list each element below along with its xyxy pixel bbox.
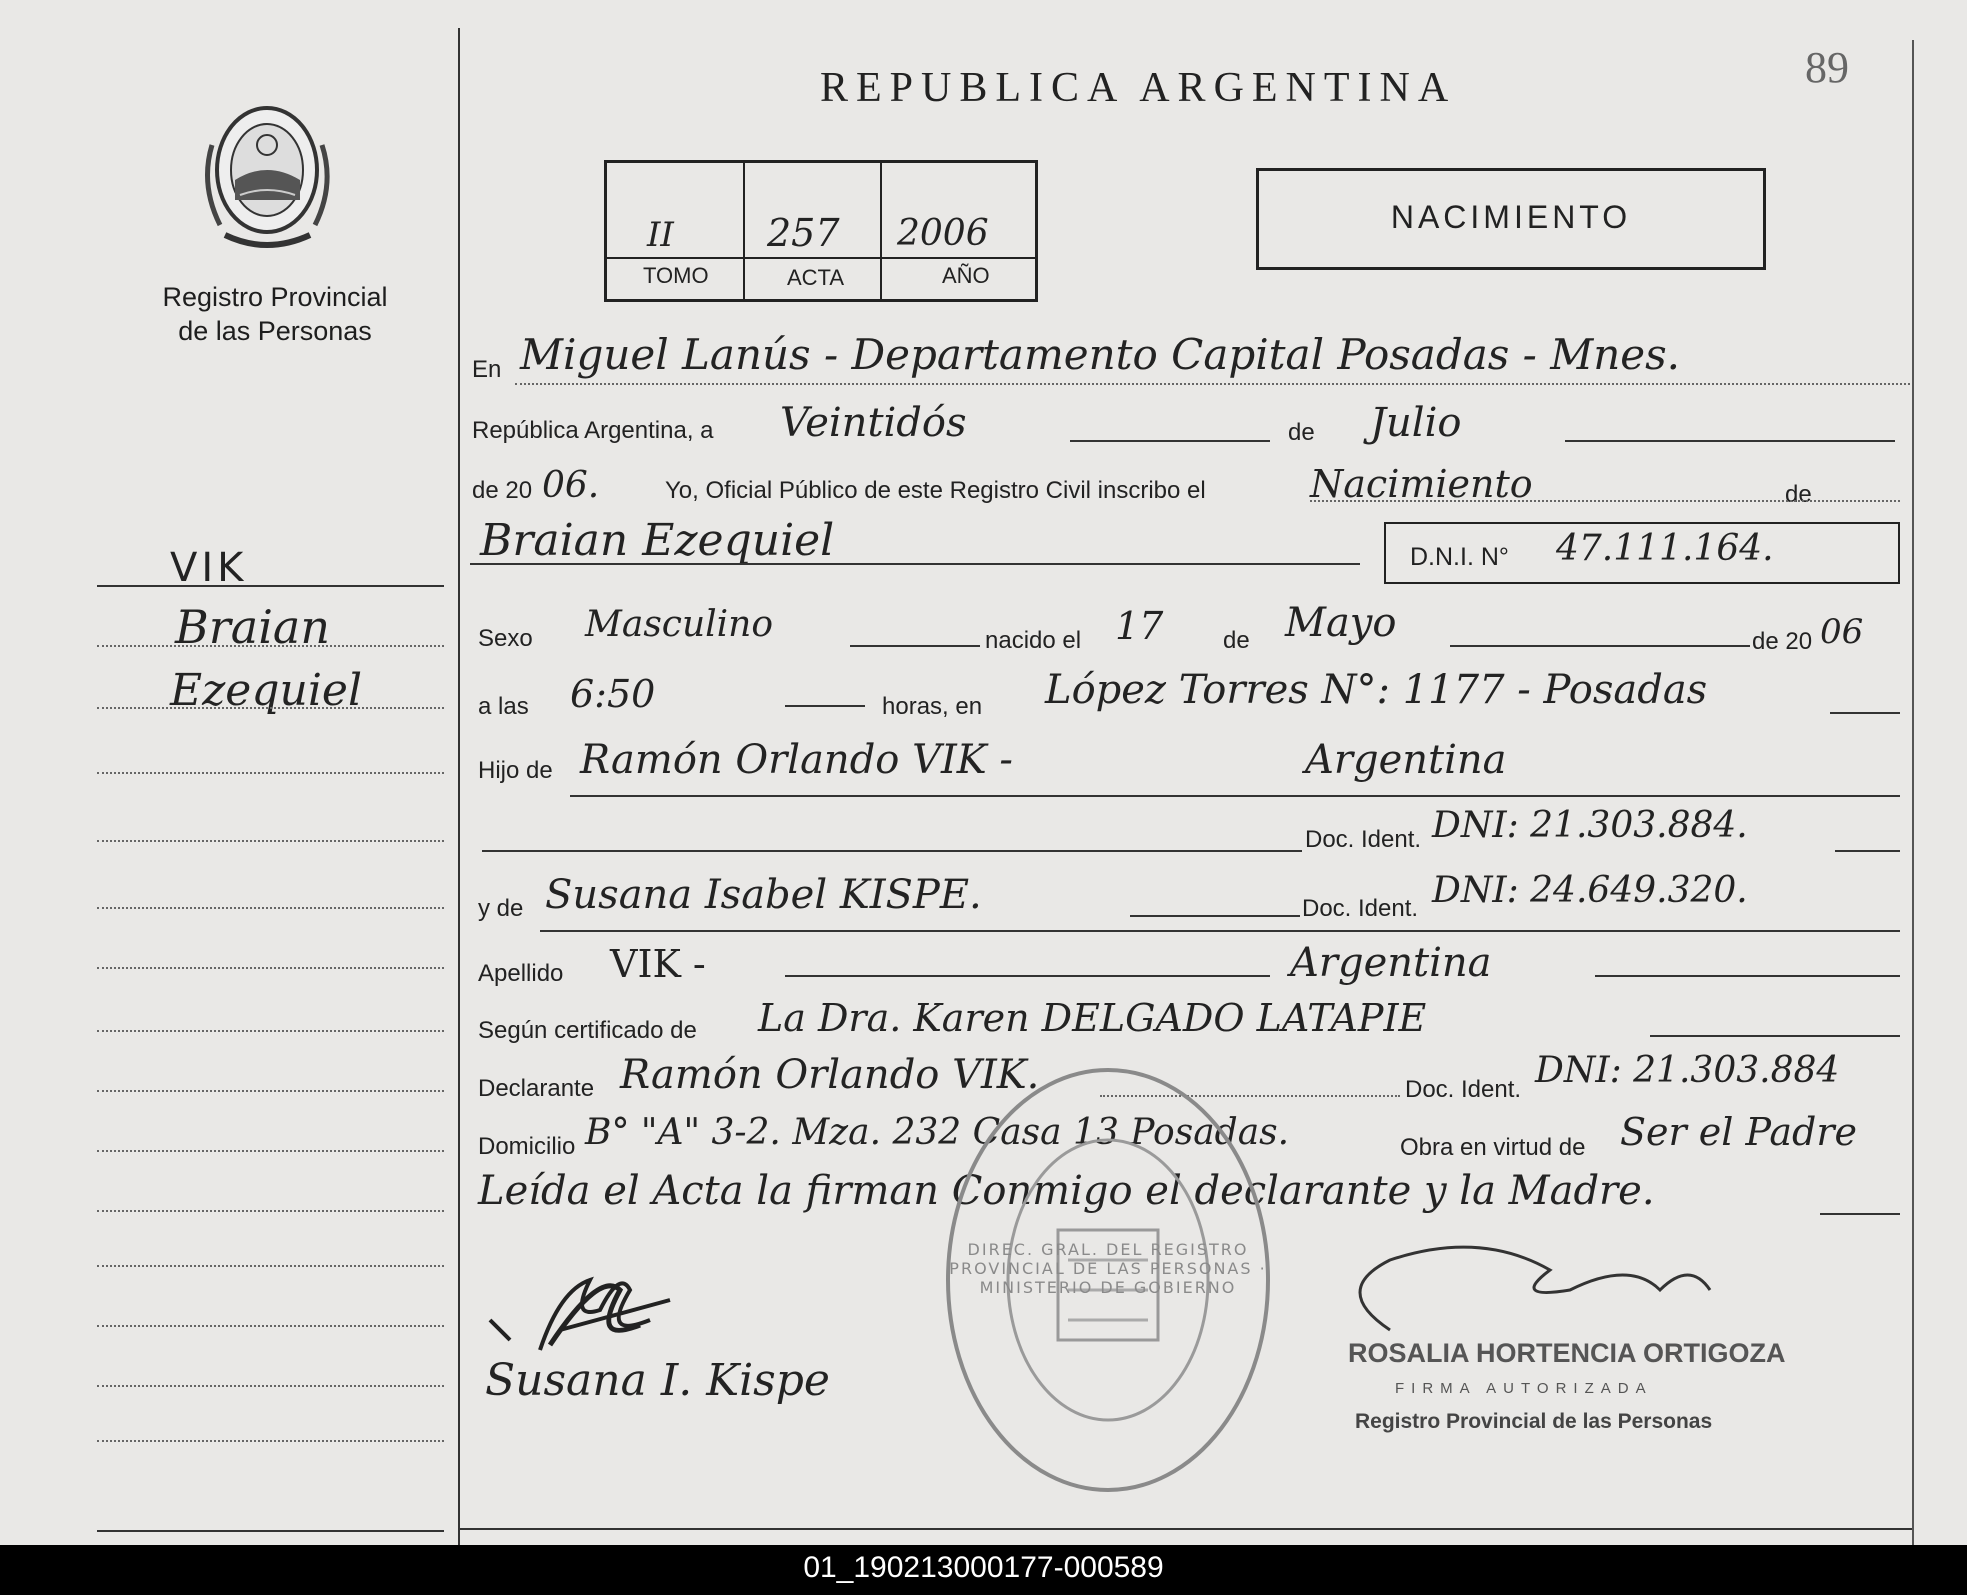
mother-doc-label: Doc. Ident. (1302, 895, 1419, 922)
day-value: Veintidós (780, 400, 967, 446)
official-role: FIRMA AUTORIZADA (1395, 1380, 1653, 1397)
mother-signature: Susana I. Kispe (485, 1355, 830, 1406)
birth-year-suffix: 06 (1820, 612, 1864, 652)
acta-label: ACTA (787, 265, 845, 290)
obra-value: Ser el Padre (1620, 1110, 1857, 1154)
acta-value: 257 (767, 211, 840, 255)
dni-label: D.N.I. N° (1410, 543, 1509, 571)
mother-name: Susana Isabel KISPE. (545, 872, 982, 918)
father-doc-label: Doc. Ident. (1305, 826, 1422, 853)
anio-value: 2006 (897, 213, 989, 254)
month-value: Julio (1370, 400, 1462, 446)
en-label: En (472, 356, 502, 383)
republica-label: República Argentina, a (472, 417, 714, 444)
official-signature (1330, 1230, 1770, 1350)
sexo-label: Sexo (478, 625, 533, 652)
year-suffix: 06. (542, 465, 600, 506)
birth-place: López Torres N°: 1177 - Posadas (1045, 667, 1708, 713)
tomo-value: II (647, 215, 674, 255)
record-type-box (1256, 168, 1766, 270)
provincial-seal (200, 95, 335, 250)
official-stamp (938, 1060, 1278, 1500)
de2000-label: de 20 (1752, 628, 1813, 655)
place-value: Miguel Lanús - Departamento Capital Posadas - Mnes. (520, 330, 1681, 379)
birth-day: 17 (1115, 604, 1164, 648)
right-margin-rule (1912, 40, 1914, 1546)
hijo-label: Hijo de (478, 757, 553, 784)
inscribe-value: Nacimiento (1310, 462, 1533, 506)
left-margin-rule (458, 28, 460, 1546)
father-doc: DNI: 21.303.884. (1432, 805, 1748, 846)
de-label: de (1288, 419, 1315, 446)
country-title: REPUBLICA ARGENTINA (820, 65, 1457, 111)
tomo-label: TOMO (643, 263, 709, 288)
time-value: 6:50 (570, 672, 656, 716)
margin-rule-top (97, 585, 444, 587)
de2-label: de (1785, 481, 1812, 508)
registry-name: Registro Provincial de las Personas (162, 282, 388, 346)
birth-month: Mayo (1285, 600, 1397, 646)
apellido-label: Apellido (478, 960, 564, 987)
mother-doc: DNI: 24.649.320. (1432, 870, 1748, 911)
record-type: NACIMIENTO (1390, 199, 1632, 235)
official-name: ROSALIA HORTENCIA ORTIGOZA (1348, 1338, 1786, 1368)
oficial-text: Yo, Oficial Público de este Registro Civil inscribo el (665, 477, 1206, 504)
alas-label: a las (478, 693, 529, 720)
domicilio-value: B° "A" 3-2. Mza. 232 Casa 13 Posadas. (585, 1112, 1290, 1153)
margin-surname: VIK (170, 545, 248, 591)
leida-text: Leída el Acta la firman Conmigo el declarante y la Madre. (478, 1168, 1655, 1214)
declarante-name: Ramón Orlando VIK. (620, 1052, 1040, 1098)
certificado-value: La Dra. Karen DELGADO LATAPIE (758, 996, 1427, 1040)
footer-caption: 01_190213000177-000589 (803, 1551, 1164, 1584)
official-org: Registro Provincial de las Personas (1355, 1410, 1713, 1433)
yde-label: y de (478, 895, 524, 922)
dni-box (1384, 522, 1900, 584)
nacido-label: nacido el (985, 627, 1082, 654)
margin-given-2: Ezequiel (170, 665, 363, 716)
stamp-text: DIREC. GRAL. DEL REGISTRO PROVINCIAL DE LAS PERSONAS · MINISTERIO DE GOBIERNO (949, 1240, 1267, 1297)
apellido-nationality: Argentina (1290, 940, 1492, 986)
de3-label: de (1223, 627, 1250, 654)
margin-given-1: Braian (175, 600, 330, 654)
page-number: 89 (1805, 43, 1849, 92)
segun-label: Según certificado de (478, 1017, 697, 1044)
dni-value: 47.111.164. (1556, 528, 1774, 569)
record-number-box (604, 160, 1038, 302)
anio-label: AÑO (942, 263, 990, 288)
child-name: Braian Ezequiel (480, 515, 835, 566)
father-name: Ramón Orlando VIK - (580, 737, 1013, 783)
domicilio-label: Domicilio (478, 1133, 576, 1160)
de20-label: de 20 (472, 477, 533, 504)
declarante-label: Declarante (478, 1075, 595, 1102)
father-nationality: Argentina (1305, 737, 1507, 783)
sexo-value: Masculino (585, 604, 774, 645)
declarante-doc: DNI: 21.303.884 (1535, 1050, 1840, 1091)
horas-label: horas, en (882, 693, 983, 720)
father-signature (480, 1250, 700, 1360)
obra-label: Obra en virtud de (1400, 1134, 1586, 1161)
apellido-value: VIK - (610, 942, 706, 986)
declarante-doc-label: Doc. Ident. (1405, 1076, 1522, 1103)
